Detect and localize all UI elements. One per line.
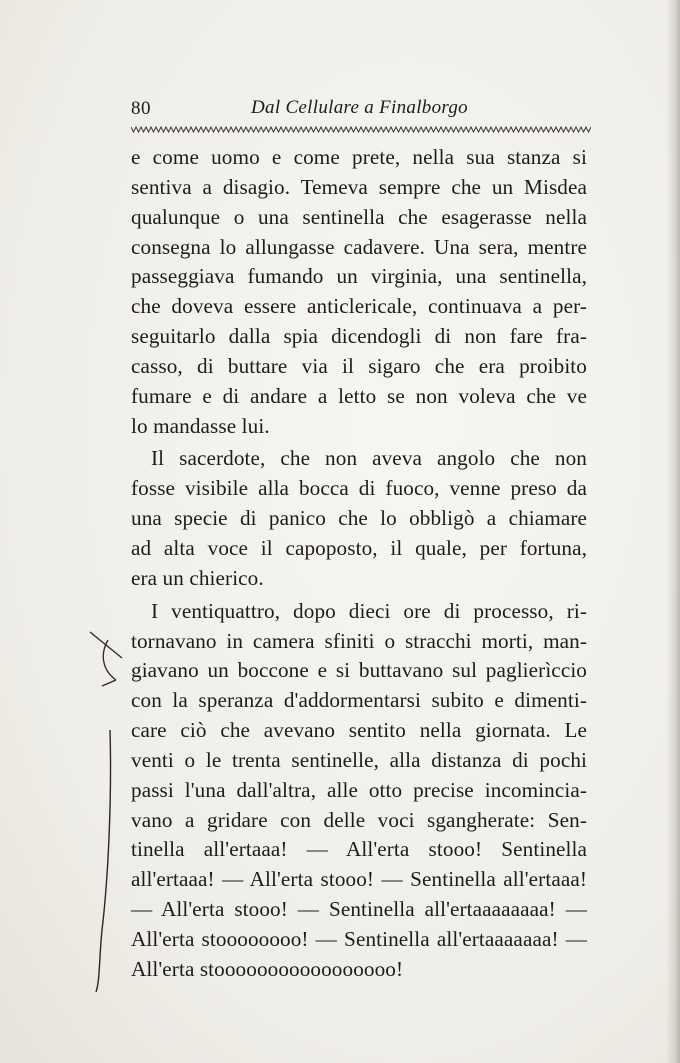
text-line: care ciò che avevano sentito nella giornata. Le	[131, 718, 587, 743]
paragraph-2	[131, 444, 587, 593]
paragraph-1	[131, 143, 587, 441]
handwritten-margin-mark	[88, 630, 138, 1000]
text-line: seguitarlo dalla spia dicendogli di non fare fra-	[131, 324, 587, 349]
running-title: Dal Cellulare a Finalborgo	[251, 97, 468, 118]
text-line: sentiva a disagio. Temeva sempre che un Misdea	[131, 174, 587, 199]
header-wavy-rule	[131, 124, 591, 134]
text-line: consegna lo allungasse cadavere. Una sera, mentre	[131, 234, 587, 259]
text-line: Il sacerdote, che non aveva angolo che non	[151, 446, 587, 471]
text-line: passi l'una dall'altra, alle otto precise incomincia-	[131, 777, 587, 802]
text-line: fumare e di andare a letto se non voleva che ve	[131, 383, 587, 408]
page-header	[131, 96, 589, 124]
text-line: qualunque o una sentinella che esagerasse nella	[131, 204, 587, 229]
paragraph-3	[131, 597, 587, 985]
text-line: all'ertaaa! — All'erta stooo! — Sentinella all'ertaaa!	[131, 867, 587, 892]
text-line: una specie di panico che lo obbligò a chiamare	[131, 506, 587, 531]
page-number: 80	[131, 98, 151, 119]
text-line: fosse visibile alla bocca di fuoco, venne preso da	[131, 476, 587, 501]
text-line: con la speranza d'addormentarsi subito e dimenti-	[131, 688, 587, 713]
text-body	[131, 143, 587, 985]
page-edge-shadow	[666, 0, 680, 1063]
text-line: giavano un boccone e si buttavano sul paglierìccio	[131, 658, 587, 683]
text-line: venti o le trenta sentinelle, alla distanza di pochi	[131, 747, 587, 772]
text-line: tornavano in camera sfiniti o stracchi morti, man-	[131, 628, 587, 653]
text-line: ad alta voce il capoposto, il quale, per fortuna,	[131, 535, 587, 560]
text-line: All'erta stooooooooooooooooo!	[131, 956, 404, 981]
text-line: passeggiava fumando un virginia, una sentinella,	[131, 264, 587, 289]
text-line: All'erta stoooooooo! — Sentinella all'ertaaaaaaa! —	[131, 926, 587, 951]
text-line: che doveva essere anticlericale, continuava a per-	[131, 294, 587, 319]
text-line: — All'erta stooo! — Sentinella all'ertaaaaaaaa! —	[131, 897, 587, 922]
text-line: casso, di buttare via il sigaro che era proibito	[131, 353, 587, 378]
text-line: I ventiquattro, dopo dieci ore di processo, ri-	[151, 598, 587, 623]
text-line: lo mandasse lui.	[131, 413, 270, 438]
text-line: e come uomo e come prete, nella sua stanza si	[131, 145, 587, 169]
text-line: tinella all'ertaaa! — All'erta stooo! Sentinella	[131, 837, 587, 862]
text-line: era un chierico.	[131, 565, 264, 590]
text-line: vano a gridare con delle voci sgangherate: Sen-	[131, 807, 587, 832]
